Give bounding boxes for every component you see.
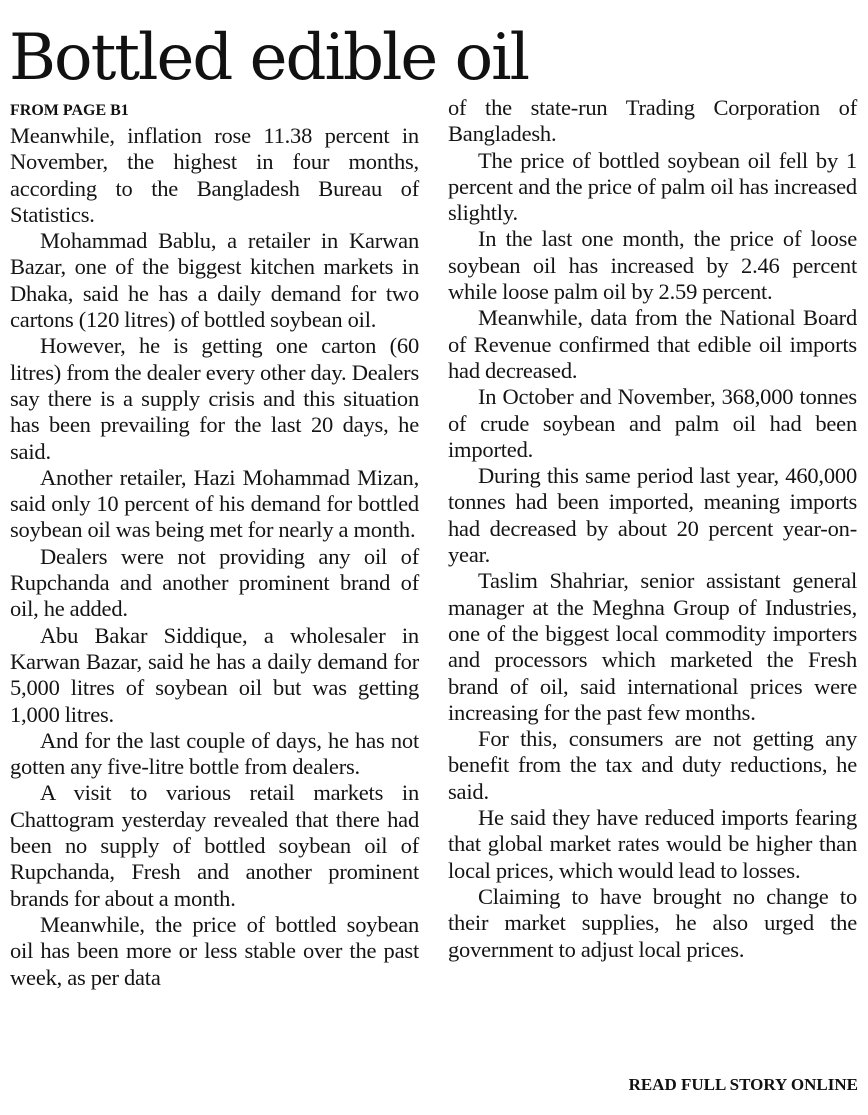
paragraph: Dealers were not providing any oil of Rupchanda and another prominent brand of oil, he added. (10, 543, 419, 622)
paragraph: Mohammad Bablu, a retailer in Karwan Bazar, one of the biggest kitchen markets in Dhaka, said he has a daily demand for two cartons (120 litres) of bottled soybean oil. (10, 228, 419, 333)
paragraph: The price of bottled soybean oil fell by 1 percent and the price of palm oil has increased slightly. (448, 147, 857, 226)
paragraph: Another retailer, Hazi Mohammad Mizan, said only 10 percent of his demand for bottled soybean oil was being met for nearly a month. (10, 464, 419, 543)
left-column-body (10, 123, 419, 991)
paragraph: He said they have reduced imports fearing that global market rates would be higher than local prices, which would lead to losses. (448, 805, 857, 883)
paragraph: Claiming to have brought no change to their market supplies, he also urged the government to adjust local prices. (448, 883, 857, 962)
paragraph: Taslim Shahriar, senior assistant general manager at the Meghna Group of Industries, one of the biggest local commodity importers and processors which marketed the Fresh brand of oil, said international prices were increasing for the past few months. (448, 568, 857, 725)
headline: Bottled edible oil (9, 21, 529, 95)
continuation-kicker: FROM PAGE B1 (10, 102, 129, 119)
paragraph: In the last one month, the price of loose soybean oil has increased by 2.46 percent while loose palm oil by 2.59 percent. (448, 226, 857, 305)
paragraph: Abu Bakar Siddique, a wholesaler in Karwan Bazar, said he has a daily demand for 5,000 litres of soybean oil but was getting 1,000 litres. (10, 622, 419, 727)
paragraph: And for the last couple of days, he has not gotten any five-litre bottle from dealers. (10, 727, 419, 780)
paragraph: of the state-run Trading Corporation of Bangladesh. (448, 95, 857, 147)
paragraph: For this, consumers are not getting any benefit from the tax and duty reductions, he said. (448, 726, 857, 804)
paragraph: In October and November, 368,000 tonnes of crude soybean and palm oil had been imported. (448, 384, 857, 462)
paragraph: A visit to various retail markets in Chattogram yesterday revealed that there had been no supply of bottled soybean oil of Rupchanda, Fresh and another prominent brands for about a month. (10, 780, 419, 911)
read-full-story-link[interactable]: READ FULL STORY ONLINE (628, 1075, 858, 1094)
paragraph: Meanwhile, inflation rose 11.38 percent in November, the highest in four months, according to the Bangladesh Bureau of Statistics. (10, 123, 419, 227)
paragraph: Meanwhile, the price of bottled soybean oil has been more or less stable over the past week, as per data (10, 911, 419, 990)
right-column-body (448, 95, 857, 963)
paragraph: However, he is getting one carton (60 litres) from the dealer every other day. Dealers say there is a supply crisis and this situation has been prevailing for the last 20 days, he said. (10, 333, 419, 464)
paragraph: During this same period last year, 460,000 tonnes had been imported, meaning imports had decreased by about 20 percent year-on-year. (448, 463, 857, 568)
paragraph: Meanwhile, data from the National Board of Revenue confirmed that edible oil imports had decreased. (448, 305, 857, 383)
